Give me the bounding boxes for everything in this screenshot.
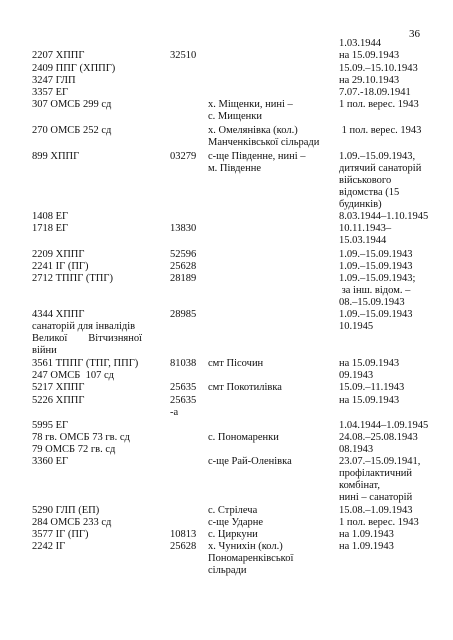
unit-cell: 284 ОМСБ 233 сд — [32, 517, 112, 528]
number-cell: 81038 — [170, 358, 197, 369]
unit-cell: 5226 ХППГ — [32, 395, 85, 406]
unit-cell: 307 ОМСБ 299 сд — [32, 99, 112, 110]
dates-cell: на 15.09.1943 — [339, 358, 400, 369]
location-cell: с-ще Рай-Оленівка — [208, 456, 292, 467]
location-cell: с-ще Південне, нині – м. Південне — [208, 151, 306, 174]
unit-cell: 1408 ЕГ — [32, 211, 69, 222]
dates-cell: 1.09.–15.09.1943 — [339, 261, 413, 272]
number-cell: 10813 — [170, 529, 197, 540]
dates-cell: 1 пол. верес. 1943 — [339, 517, 419, 528]
unit-cell: 2241 ІГ (ПГ) — [32, 261, 89, 272]
number-cell: 25635 — [170, 382, 197, 393]
dates-cell: 1.03.1944 — [339, 38, 381, 49]
number-cell: 32510 — [170, 50, 197, 61]
dates-cell: 15.09.–11.1943 — [339, 382, 405, 393]
dates-cell: 09.1943 — [339, 370, 374, 381]
dates-cell: 1 пол. верес. 1943 — [339, 99, 419, 110]
location-cell: х. Міщенки, нині – с. Мищенки — [208, 99, 293, 122]
number-cell: 28985 — [170, 309, 197, 320]
page-number: 36 — [409, 28, 420, 40]
unit-cell: 3360 ЕГ — [32, 456, 69, 467]
unit-cell: 247 ОМСБ 107 сд — [32, 370, 114, 381]
unit-cell: 3357 ЕГ — [32, 87, 69, 98]
unit-cell: 2209 ХППГ — [32, 249, 85, 260]
unit-cell: 270 ОМСБ 252 сд — [32, 125, 112, 136]
unit-cell: 5290 ГЛП (ЕП) — [32, 505, 100, 516]
number-cell: 52596 — [170, 249, 197, 260]
dates-cell: 1.09.–15.09.1943, дитячий санаторій військового відомства (15 будинків) — [339, 151, 422, 210]
number-cell: 25628 — [170, 541, 197, 552]
unit-cell: 2712 ТППГ (ТПГ) — [32, 273, 113, 284]
unit-cell: 3561 ТППГ (ТПГ, ППГ) — [32, 358, 139, 369]
dates-cell: 23.07.–15.09.1941, профілактичний комбінат, нині – санаторій — [339, 456, 421, 503]
location-cell: с. Стрілеча — [208, 505, 258, 516]
dates-cell: 08.1943 — [339, 444, 374, 455]
dates-cell: 24.08.–25.08.1943 — [339, 432, 418, 443]
dates-cell: 15.09.–15.10.1943 — [339, 63, 418, 74]
location-cell: с. Пономаренки — [208, 432, 279, 443]
location-cell: с. Циркуни — [208, 529, 258, 540]
unit-cell: 2207 ХППГ — [32, 50, 85, 61]
unit-cell: 5217 ХППГ — [32, 382, 85, 393]
location-cell: х. Чунихін (кол.) Пономаренківської сільради — [208, 541, 294, 576]
number-cell: 13830 — [170, 223, 197, 234]
dates-cell: 1 пол. верес. 1943 — [339, 125, 422, 136]
unit-cell: 2409 ППГ (ХППГ) — [32, 63, 116, 74]
number-cell: 03279 — [170, 151, 197, 162]
unit-cell: 79 ОМСБ 72 гв. сд — [32, 444, 116, 455]
dates-cell: 15.08.–1.09.1943 — [339, 505, 413, 516]
dates-cell: 1.09.–15.09.1943; за інш. відом. – 08.–15.09.1943 — [339, 273, 416, 308]
unit-cell: 3577 ІГ (ПГ) — [32, 529, 89, 540]
unit-cell: 899 ХППГ — [32, 151, 80, 162]
unit-cell: 2242 ІГ — [32, 541, 66, 552]
dates-cell: на 1.09.1943 — [339, 529, 394, 540]
dates-cell: на 15.09.1943 — [339, 50, 400, 61]
number-cell: 25635 -а — [170, 395, 197, 418]
location-cell: х. Омелянівка (кол.) Манченківської сільради — [208, 125, 320, 148]
unit-cell: 1718 ЕГ — [32, 223, 69, 234]
dates-cell: 1.09.–15.09.1943 10.1945 — [339, 309, 413, 332]
location-cell: с-ще Ударне — [208, 517, 264, 528]
location-cell: смт Покотилівка — [208, 382, 282, 393]
unit-cell: 78 гв. ОМСБ 73 гв. сд — [32, 432, 130, 443]
location-cell: смт Пісочин — [208, 358, 264, 369]
dates-cell: на 1.09.1943 — [339, 541, 394, 552]
unit-cell: 5995 ЕГ — [32, 420, 69, 431]
dates-cell: 1.04.1944–1.09.1945 — [339, 420, 429, 431]
dates-cell: 1.09.–15.09.1943 — [339, 249, 413, 260]
unit-cell: 3247 ГЛП — [32, 75, 76, 86]
unit-cell: 4344 ХППГ санаторій для інвалідів Великої Вітчизняної війни — [32, 309, 143, 356]
number-cell: 28189 — [170, 273, 197, 284]
dates-cell: 10.11.1943– 15.03.1944 — [339, 223, 392, 246]
dates-cell: 7.07.-18.09.1941 — [339, 87, 411, 98]
dates-cell: на 15.09.1943 — [339, 395, 400, 406]
dates-cell: 8.03.1944–1.10.1945 — [339, 211, 429, 222]
number-cell: 25628 — [170, 261, 197, 272]
dates-cell: на 29.10.1943 — [339, 75, 400, 86]
